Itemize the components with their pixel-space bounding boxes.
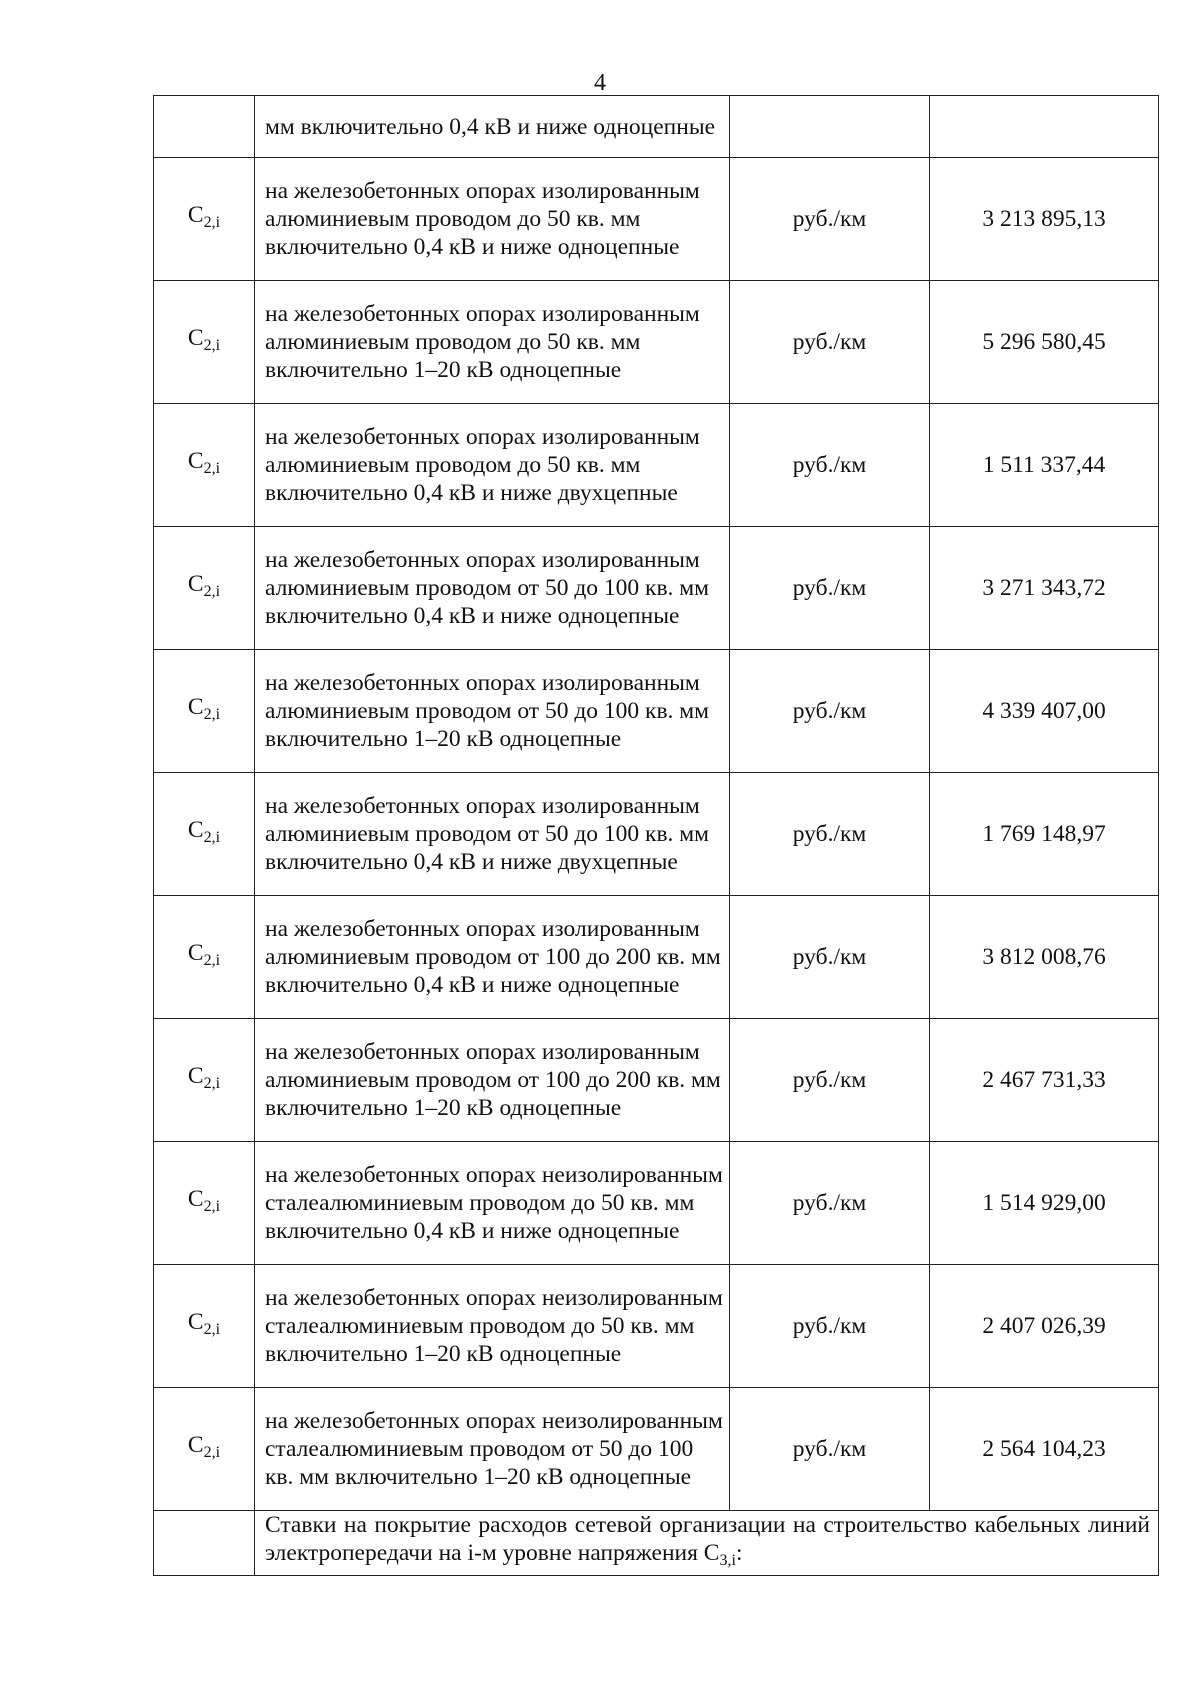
table-row: [154, 158, 1159, 281]
rate-code-subscript: 2,i: [203, 1075, 221, 1092]
unit-cell: руб./км: [730, 158, 930, 281]
rate-code-cell: [154, 896, 255, 1019]
value-cell: 2 407 026,39: [930, 1265, 1159, 1388]
value-cell: 2 564 104,23: [930, 1388, 1159, 1511]
value-cell: 1 511 337,44: [930, 404, 1159, 527]
rates-table-body: [154, 96, 1159, 1576]
rate-code-subscript: 2,i: [203, 1321, 221, 1338]
rate-code-base: C: [187, 325, 204, 351]
code-cell-empty: [154, 1511, 255, 1576]
rate-code-subscript: 2,i: [203, 706, 221, 723]
value-cell-empty: [930, 96, 1159, 158]
value-cell: 4 339 407,00: [930, 650, 1159, 773]
rate-code-cell: [154, 404, 255, 527]
rate-code-base: C: [187, 817, 204, 843]
rate-code-base: C: [187, 1432, 204, 1458]
unit-cell: руб./км: [730, 281, 930, 404]
description-cell: на железобетонных опорах изолированным алюминиевым проводом от 100 до 200 кв. мм включительно 1–20 кВ одноцепные: [255, 1019, 730, 1142]
rate-code-subscript: 2,i: [203, 460, 221, 477]
rate-code-cell: [154, 650, 255, 773]
unit-cell: руб./км: [730, 1142, 930, 1265]
rate-code-subscript: 2,i: [203, 583, 221, 600]
rate-code-base: C: [187, 1309, 204, 1335]
table-row: [154, 404, 1159, 527]
rate-code-cell: [154, 1142, 255, 1265]
table-row: [154, 1019, 1159, 1142]
table-row: [154, 1265, 1159, 1388]
table-row: [154, 527, 1159, 650]
page-number: 4: [594, 70, 606, 96]
rate-code-subscript: 2,i: [203, 952, 221, 969]
section-heading-suffix: :: [735, 1540, 743, 1566]
unit-cell: руб./км: [730, 650, 930, 773]
rate-code-cell: [154, 281, 255, 404]
value-cell: 3 271 343,72: [930, 527, 1159, 650]
table-row: [154, 1388, 1159, 1511]
description-cell: на железобетонных опорах изолированным алюминиевым проводом от 100 до 200 кв. мм включительно 0,4 кВ и ниже одноцепные: [255, 896, 730, 1019]
rate-code-base: C: [187, 1186, 204, 1212]
description-cell: на железобетонных опорах изолированным алюминиевым проводом от 50 до 100 кв. мм включительно 0,4 кВ и ниже двухцепные: [255, 773, 730, 896]
rate-code-subscript: 2,i: [203, 1198, 221, 1215]
section-heading-text: Ставки на покрытие расходов сетевой организации на строительство кабельных линий электропередачи на i-м уровне напряжения C: [265, 1512, 1150, 1566]
rate-code-cell: [154, 158, 255, 281]
unit-cell: руб./км: [730, 527, 930, 650]
table-row-continued: [154, 96, 1159, 158]
rates-table: [153, 95, 1159, 1576]
rate-code-base: C: [187, 571, 204, 597]
table-row: [154, 650, 1159, 773]
rate-code-subscript: 2,i: [203, 829, 221, 846]
value-cell: 3 213 895,13: [930, 158, 1159, 281]
description-cell: на железобетонных опорах изолированным алюминиевым проводом до 50 кв. мм включительно 0,4 кВ и ниже одноцепные: [255, 158, 730, 281]
description-cell: на железобетонных опорах изолированным алюминиевым проводом от 50 до 100 кв. мм включительно 0,4 кВ и ниже одноцепные: [255, 527, 730, 650]
rate-code-base: C: [187, 694, 204, 720]
rate-code-cell: [154, 1019, 255, 1142]
unit-cell: руб./км: [730, 404, 930, 527]
rate-code-cell: [154, 773, 255, 896]
table-row: [154, 896, 1159, 1019]
rate-code-cell: [154, 1265, 255, 1388]
description-cell: на железобетонных опорах изолированным алюминиевым проводом от 50 до 100 кв. мм включительно 1–20 кВ одноцепные: [255, 650, 730, 773]
rate-code-cell: [154, 1388, 255, 1511]
table-row-section-heading: [154, 1511, 1159, 1576]
table-row: [154, 281, 1159, 404]
code-cell-empty: [154, 96, 255, 158]
rate-code-base: C: [187, 940, 204, 966]
value-cell: 2 467 731,33: [930, 1019, 1159, 1142]
rate-code-base: C: [187, 202, 204, 228]
value-cell: 5 296 580,45: [930, 281, 1159, 404]
section-heading-cell: [255, 1511, 1159, 1576]
unit-cell: руб./км: [730, 773, 930, 896]
value-cell: 1 769 148,97: [930, 773, 1159, 896]
rate-code-cell: [154, 527, 255, 650]
table-row: [154, 1142, 1159, 1265]
rate-code-subscript: 2,i: [203, 1444, 221, 1461]
value-cell: 1 514 929,00: [930, 1142, 1159, 1265]
description-cell: на железобетонных опорах неизолированным сталеалюминиевым проводом до 50 кв. мм включительно 0,4 кВ и ниже одноцепные: [255, 1142, 730, 1265]
table-row: [154, 773, 1159, 896]
unit-cell: руб./км: [730, 1019, 930, 1142]
description-cell: на железобетонных опорах изолированным алюминиевым проводом до 50 кв. мм включительно 0,4 кВ и ниже двухцепные: [255, 404, 730, 527]
rate-code-base: C: [187, 448, 204, 474]
value-cell: 3 812 008,76: [930, 896, 1159, 1019]
section-heading-subscript: 3,i: [719, 1552, 736, 1569]
rate-code-base: C: [187, 1063, 204, 1089]
description-cell: мм включительно 0,4 кВ и ниже одноцепные: [255, 96, 730, 158]
unit-cell: руб./км: [730, 1388, 930, 1511]
rate-code-subscript: 2,i: [203, 337, 221, 354]
description-cell: на железобетонных опорах неизолированным сталеалюминиевым проводом от 50 до 100 кв. мм включительно 1–20 кВ одноцепные: [255, 1388, 730, 1511]
rate-code-subscript: 2,i: [203, 214, 221, 231]
unit-cell: руб./км: [730, 1265, 930, 1388]
description-cell: на железобетонных опорах изолированным алюминиевым проводом до 50 кв. мм включительно 1–20 кВ одноцепные: [255, 281, 730, 404]
unit-cell-empty: [730, 96, 930, 158]
description-cell: на железобетонных опорах неизолированным сталеалюминиевым проводом до 50 кв. мм включительно 1–20 кВ одноцепные: [255, 1265, 730, 1388]
unit-cell: руб./км: [730, 896, 930, 1019]
